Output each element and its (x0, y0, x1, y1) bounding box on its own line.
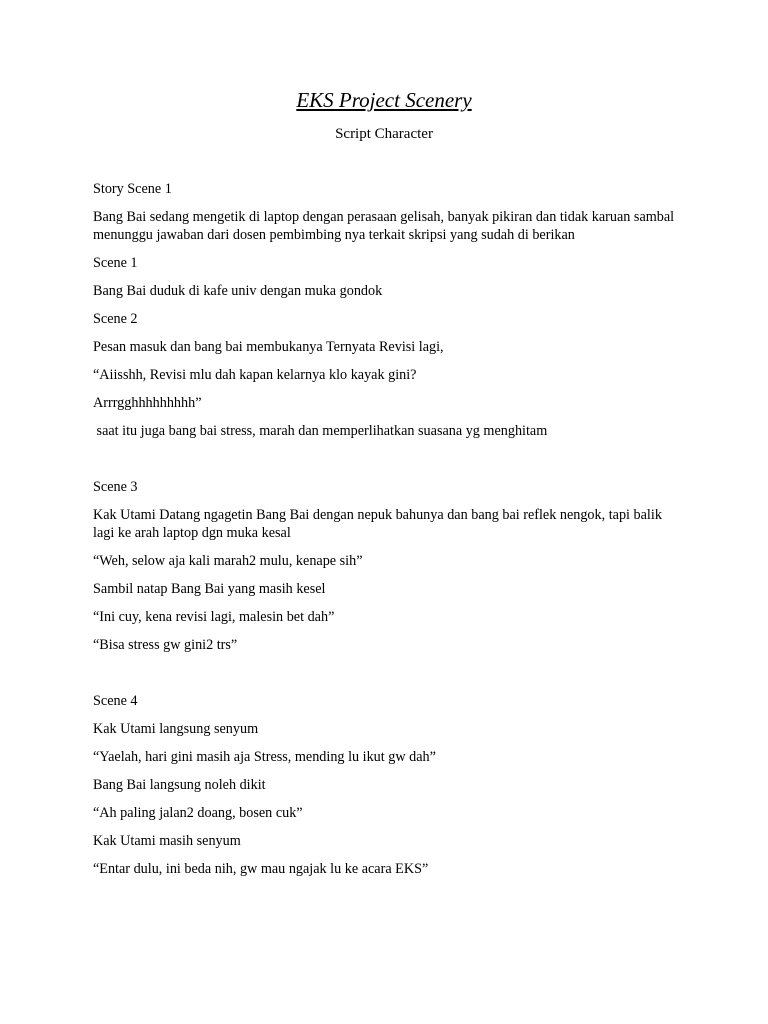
dialogue-line: “Aiisshh, Revisi mlu dah kapan kelarnya klo kayak gini? (93, 367, 417, 383)
dialogue-line: “Entar dulu, ini beda nih, gw mau ngajak lu ke acara EKS” (93, 861, 429, 877)
paragraph: Bang Bai duduk di kafe univ dengan muka gondok (93, 283, 383, 299)
document-body (93, 180, 683, 888)
dialogue-line: “Weh, selow aja kali marah2 mulu, kenape sih” (93, 553, 363, 569)
dialogue-line: “Ah paling jalan2 doang, bosen cuk” (93, 805, 303, 821)
paragraph: Kak Utami langsung senyum (93, 721, 259, 737)
document-title: EKS Project Scenery (296, 88, 472, 112)
paragraph: Bang Bai sedang mengetik di laptop dengan perasaan gelisah, banyak pikiran dan tidak karuan sambal menunggu jawaban dari dosen pembimbing nya terkait skripsi yang sudah di berikan (93, 209, 678, 243)
dialogue-line: “Yaelah, hari gini masih aja Stress, mending lu ikut gw dah” (93, 749, 436, 765)
dialogue-line: “Bisa stress gw gini2 trs” (93, 637, 238, 653)
scene-heading: Scene 3 (93, 479, 138, 495)
dialogue-line: Arrrgghhhhhhhhh” (93, 395, 202, 411)
paragraph: Bang Bai langsung noleh dikit (93, 777, 266, 793)
scene-heading: Scene 2 (93, 311, 138, 327)
document-subtitle: Script Character (335, 126, 433, 142)
scene-heading: Scene 1 (93, 255, 138, 271)
paragraph: Kak Utami masih senyum (93, 833, 241, 849)
scene-heading: Scene 4 (93, 693, 138, 709)
scene-heading: Story Scene 1 (93, 181, 172, 197)
paragraph: Kak Utami Datang ngagetin Bang Bai dengan nepuk bahunya dan bang bai reflek nengok, tapi balik lagi ke arah laptop dgn muka kesal (93, 507, 666, 541)
dialogue-line: “Ini cuy, kena revisi lagi, malesin bet dah” (93, 609, 335, 625)
paragraph: Sambil natap Bang Bai yang masih kesel (93, 581, 326, 597)
paragraph: Pesan masuk dan bang bai membukanya Ternyata Revisi lagi, (93, 339, 444, 355)
paragraph: saat itu juga bang bai stress, marah dan memperlihatkan suasana yg menghitam (93, 423, 548, 439)
